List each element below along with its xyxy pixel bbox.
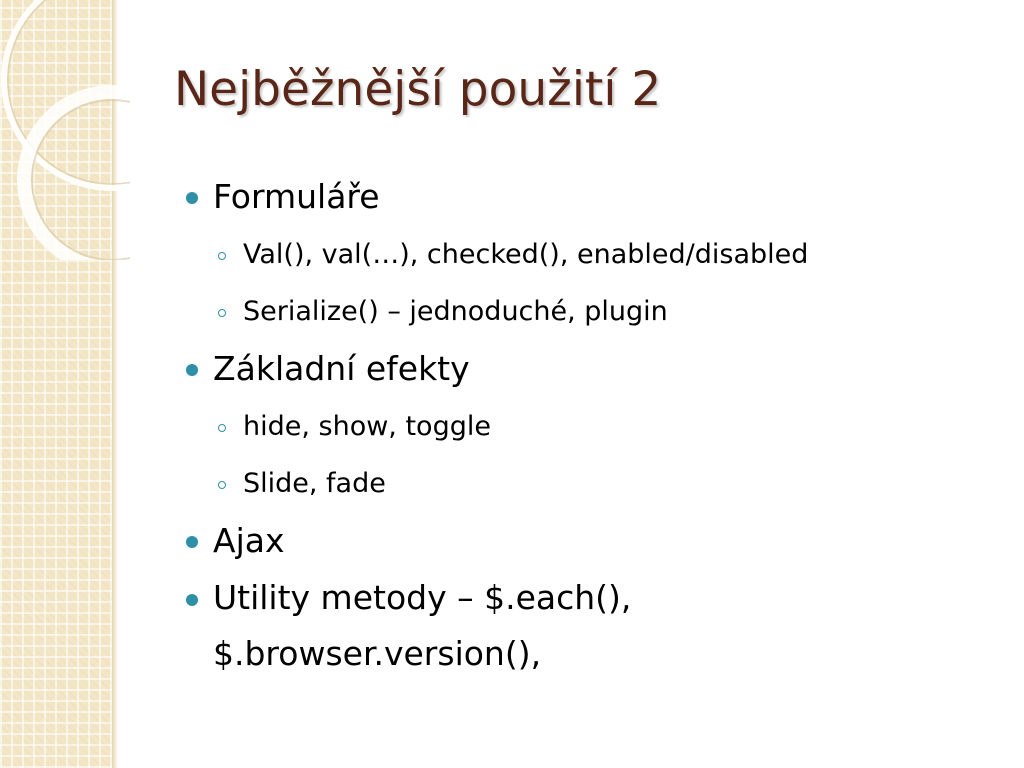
- list-item-text: Ajax: [213, 521, 285, 560]
- bullet-dot-icon: [186, 594, 198, 606]
- bullet-ring-icon: [218, 252, 226, 260]
- bullet-dot-icon: [186, 192, 198, 204]
- bullet-list: [186, 168, 986, 682]
- list-item: [186, 340, 986, 398]
- list-item-text: Základní efekty: [213, 349, 470, 388]
- list-item-text: Utility metody – $.each(), $.browser.version(),: [213, 578, 632, 673]
- list-item: [186, 168, 986, 226]
- sub-list-item: [186, 226, 986, 283]
- bullet-ring-icon: [218, 309, 226, 317]
- list-item-text: Formuláře: [213, 177, 380, 216]
- list-item: [186, 570, 733, 682]
- list-item: [186, 512, 986, 570]
- sub-list-item: [186, 455, 986, 512]
- sub-list-item: [186, 283, 986, 340]
- bullet-dot-icon: [186, 536, 198, 548]
- slide-title: Nejběžnější použití 2: [174, 62, 662, 117]
- bullet-ring-icon: [218, 424, 226, 432]
- sub-list-item-text: Slide, fade: [243, 468, 386, 499]
- bullet-dot-icon: [186, 364, 198, 376]
- sub-list-item-text: hide, show, toggle: [243, 411, 491, 442]
- sub-list-item-text: Val(), val(…), checked(), enabled/disabled: [243, 239, 809, 270]
- decorative-circles: [0, 0, 130, 260]
- sub-list-item: [186, 398, 986, 455]
- bullet-ring-icon: [218, 481, 226, 489]
- sub-list-item-text: Serialize() – jednoduché, plugin: [243, 296, 668, 327]
